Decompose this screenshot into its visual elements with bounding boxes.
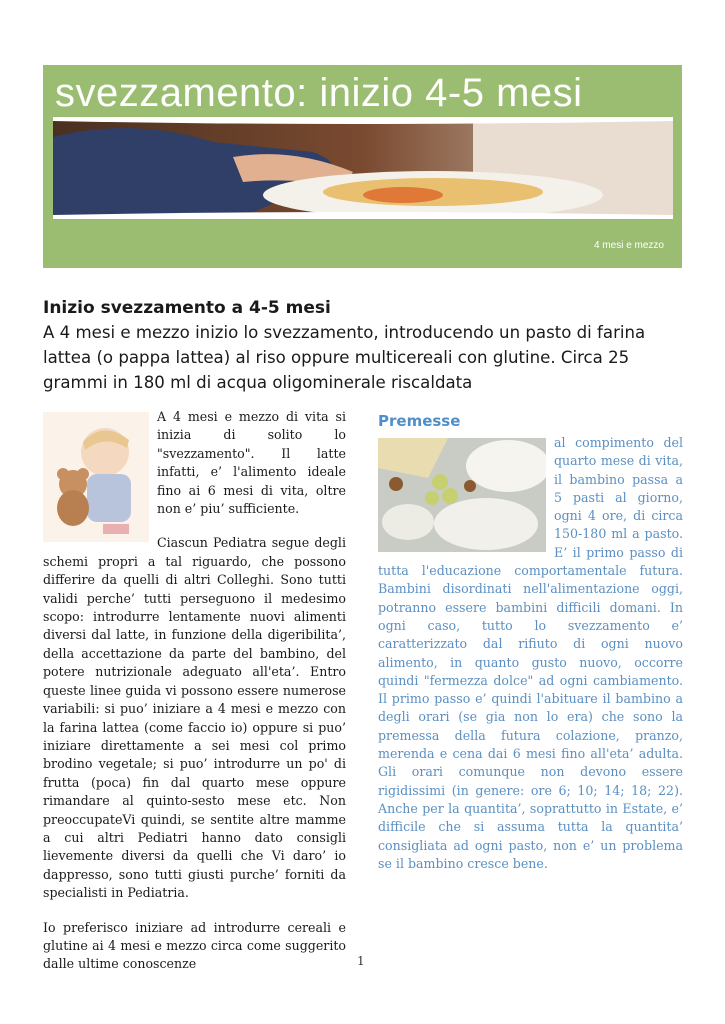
cheese-photo [378,438,546,552]
headline [43,296,693,395]
section-title: Inizio svezzamento a 4-5 mesi [43,298,331,318]
left-paragraph-3: Io preferisco iniziare ad introdurre cereali e glutine ai 4 mesi e mezzo circa come suggerito dalle ultime conoscenze [43,919,346,972]
page-number: 1 [357,954,365,968]
left-paragraph-1: A 4 mesi e mezzo di vita si inizia di solito lo "svezzamento". Il latte infatti, e’ l'alimento ideale fino ai 6 mesi di vita, oltre non e’ piu’ sufficiente. [157,409,346,517]
premesse-paragraph: al compimento del quarto mese di vita, il bambino passa a 5 pasti al giorno, ogni 4 ore, di circa 150-180 ml a pasto. E’ il primo passo di tutta l'educazione comportamentale futura. Bambini disordinati nell'alimentazione oggi, potranno essere bambini difficili domani. In ogni caso, tutto lo svezzamento e’ caratterizzato dal rifiuto di ogni nuovo alimento, in quanto gusto nuovo, occorre quindi "fermezza dolce" ad ogni cambiamento. Il primo passo e’ quindi l'abituare il bambino a degli orari (se gia non lo era) che sono la premessa della futura colazione, pranzo, merenda e cena dai 6 mesi fino all'eta’ adulta. Gli orari comunque non devono essere rigidissimi (in genere: ore 6; 10; 14; 18; 22). Anche per la quantita’, soprattutto in Estate, e’ difficile che si assuma tutta la quantita’ consigliata ad ogni pasto, non e’ un problema se il bambino cresce bene. [378,435,683,871]
banner-photo [53,117,673,219]
left-paragraph-2: Ciascun Pediatra segue degli schemi propri a tal riguardo, che possono differire da quelli di altri Colleghi. Sono tutti validi perche’ tutti perseguono il medesimo scopo: introdurre lentamente nuovi alimenti diversi dal latte, in funzione della digeribilita’, della accettazione da parte del bambino, del potere nutrizionale adeguato all'eta’. Entro queste linee guida vi possono essere numerose variabili: si puo’ iniziare a 4 mesi e mezzo con la farina lattea (come faccio io) oppure si puo’ iniziare direttamente a sei mesi col primo brodino vegetale; si puo’ introdurre un po' di frutta (poca) fin dal quarto mese oppure rimandare al quinto-sesto mese etc. Non preoccupateVi quindi, se sentite altre mamme a cui altri Pediatri hanno dato consigli lievemente diversi da quelli che Vi daro’ io dappresso, sono tutti giusti purche’ forniti da specialisti in Pediatria. [43,535,346,901]
page-title: svezzamento: inizio 4-5 mesi [55,71,583,115]
header-banner [43,65,682,268]
lead-paragraph: A 4 mesi e mezzo inizio lo svezzamento, introducendo un pasto di farina lattea (o pappa lattea) al riso oppure multicereali con glutine. Circa 25 grammi in 180 ml di acqua oligominerale riscaldata [43,323,646,392]
premesse-heading: Premesse [378,412,461,430]
left-column [43,408,346,974]
right-column [378,410,683,873]
teddy-bear-illustration [43,412,149,542]
banner-caption: 4 mesi e mezzo [593,240,664,251]
